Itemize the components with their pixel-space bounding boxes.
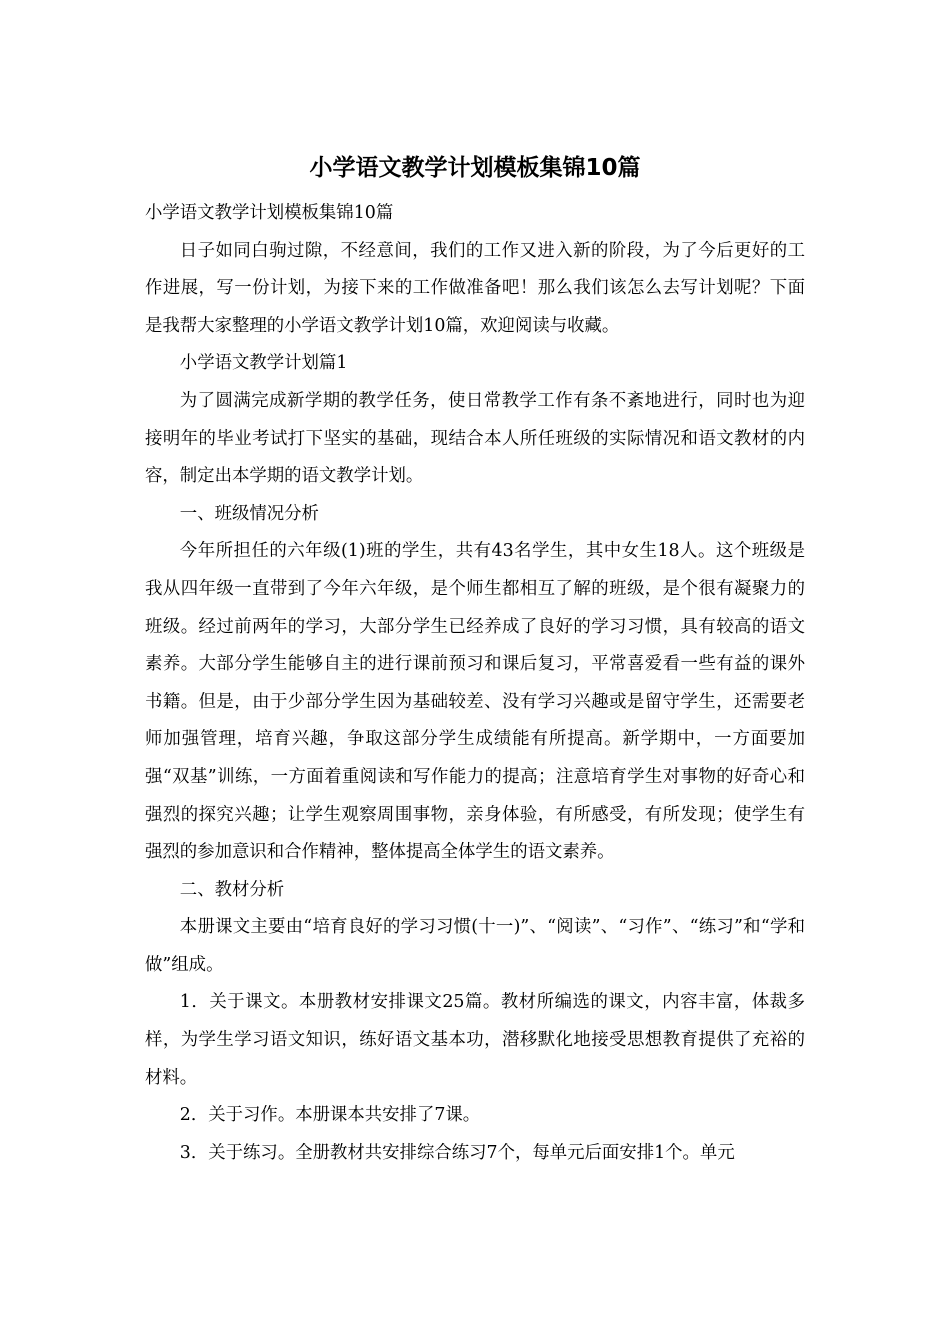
heading-textbook-analysis: 二、教材分析 [179,879,285,900]
intro-paragraph: 日子如同白驹过隙，不经意间，我们的工作又进入新的阶段，为了今后更好的工作进展，写一份计划，为接下来的工作做准备吧！那么我们该怎么去写计划呢？下面是我帮大家整理的小学语文教学计划10篇，欢迎阅读与收藏。 [145,240,805,336]
document-body [145,195,805,1172]
document-title: 小学语文教学计划模板集锦10篇 [309,155,641,181]
plan-1-intro-paragraph: 为了圆满完成新学期的教学任务，使日常教学工作有条不紊地进行，同时也为迎接明年的毕业考试打下坚实的基础，现结合本人所任班级的实际情况和语文教材的内容，制定出本学期的语文教学计划。 [145,390,805,487]
item-exercises-paragraph: 3．关于练习。全册教材共安排综合练习7个，每单元后面安排1个。单元 [179,1142,735,1163]
textbook-composition-paragraph: 本册课文主要由“培育良好的学习习惯(十一)”、“阅读”、“习作”、“练习”和“学和做”组成。 [145,917,805,975]
item-writing-paragraph: 2．关于习作。本册课本共安排了7课。 [179,1105,481,1126]
class-analysis-paragraph: 今年所担任的六年级(1)班的学生，共有43名学生，其中女生18人。这个班级是我从四年级一直带到了今年六年级，是个师生都相互了解的班级，是个很有凝聚力的班级。经过前两年的学习，大部分学生已经养成了良好的学习习惯，具有较高的语文素养。大部分学生能够自主的进行课前预习和课后复习，平常喜爱看一些有益的课外书籍。但是，由于少部分学生因为基础较差、没有学习兴趣或是留守学生，还需要老师加强管理，培育兴趣，争取这部分学生成绩能有所提高。新学期中，一方面要加强“双基”训练，一方面着重阅读和写作能力的提高；注意培育学生对事物的好奇心和强烈的探究兴趣；让学生观察周围事物，亲身体验，有所感受，有所发现；使学生有强烈的参加意识和合作精神，整体提高全体学生的语文素养。 [145,541,805,863]
subtitle-line: 小学语文教学计划模板集锦10篇 [145,203,394,223]
item-texts-paragraph: 1．关于课文。本册教材安排课文25篇。教材所编选的课文，内容丰富，体裁多样，为学生学习语文知识，练好语文基本功，潜移默化地接受思想教育提供了充裕的材料。 [145,992,805,1088]
section-heading-plan-1: 小学语文教学计划篇1 [179,353,348,374]
heading-class-analysis: 一、班级情况分析 [179,503,319,524]
